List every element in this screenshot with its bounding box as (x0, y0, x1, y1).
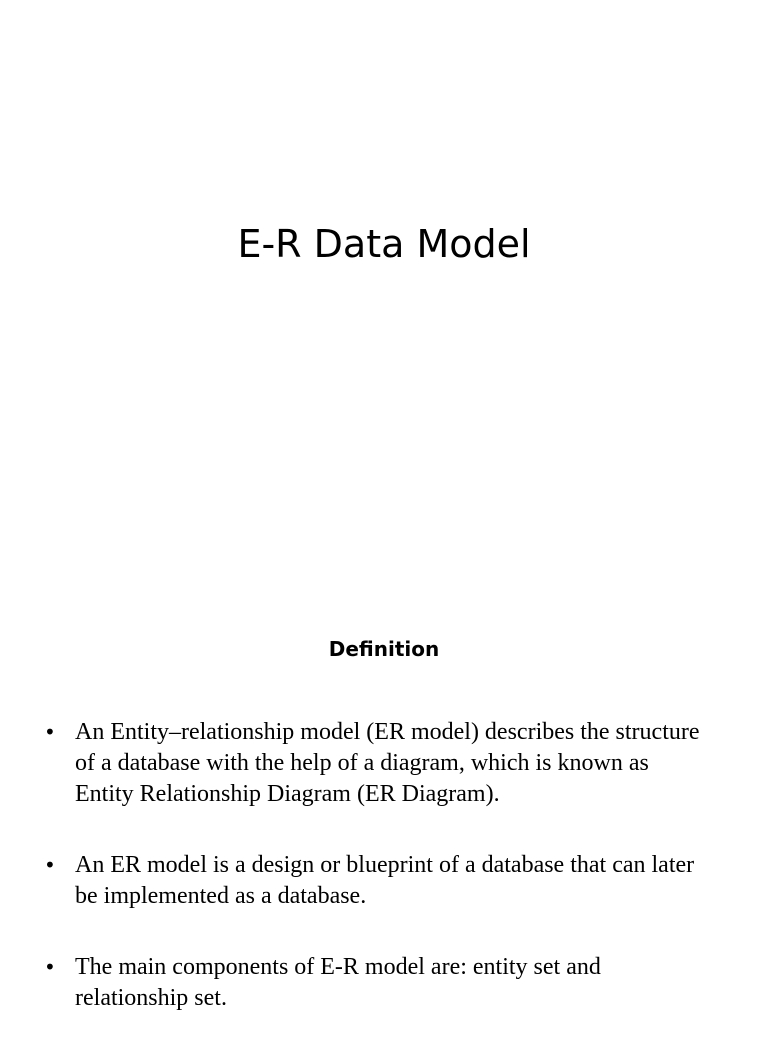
bullet-item (0, 717, 768, 810)
bullet-text: An Entity–relationship model (ER model) describes the structure of a database with the help of a diagram, which is known as Entity Relationship Diagram (ER Diagram). (75, 719, 700, 807)
bullet-icon: • (44, 853, 56, 877)
bullet-list (0, 717, 768, 1054)
bullet-text: An ER model is a design or blueprint of a database that can later be implemented as a database. (75, 852, 695, 909)
bullet-text: The main components of E-R model are: entity set and relationship set. (75, 954, 601, 1011)
bullet-item (0, 850, 768, 912)
bullet-icon: • (44, 955, 56, 979)
section-heading: Definition (328, 637, 440, 661)
slide-title: E-R Data Model (237, 222, 531, 266)
bullet-icon: • (44, 720, 56, 744)
bullet-item (0, 952, 768, 1014)
